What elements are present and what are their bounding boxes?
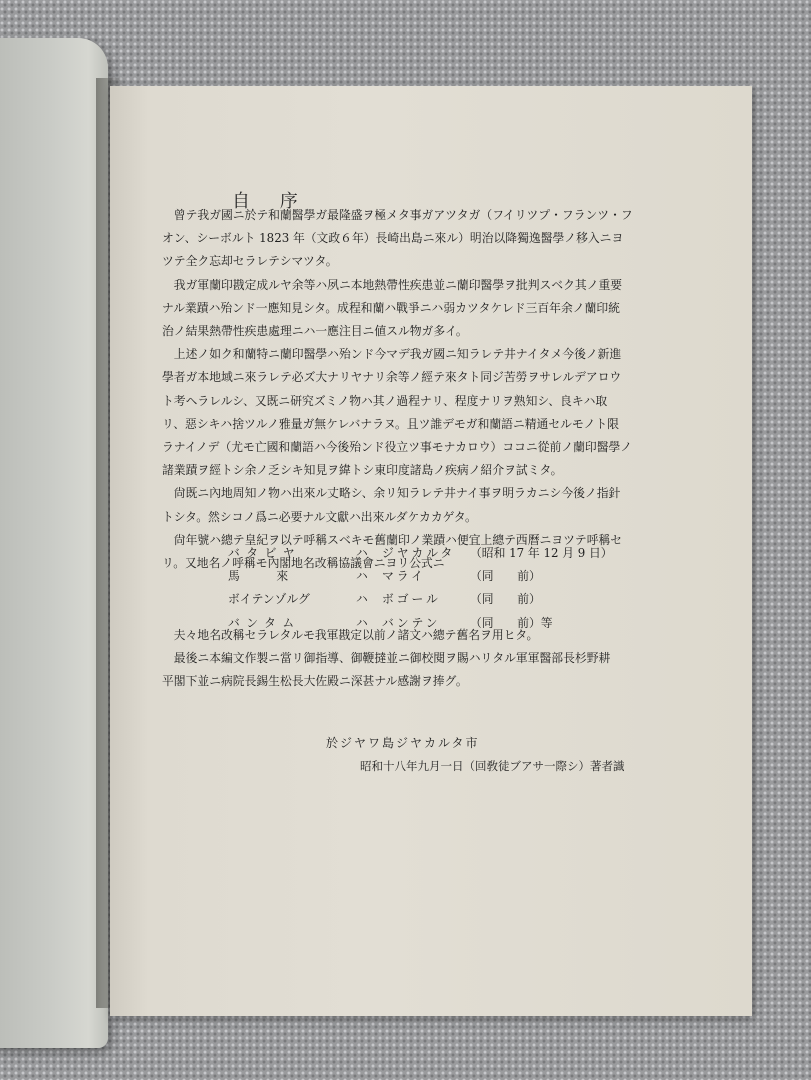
text-line: 平閣下並ニ病院長錫生松長大佐殿ニ深甚ナル感謝ヲ捧グ。 [162,674,468,689]
place-note: （同 前）等 [470,615,553,630]
text-line: 學者ガ本地域ニ來ラレテ必ズ大ナリヤナリ余等ノ經テ來タト同ジ苦勞ヲサレルデアロウ [162,370,622,385]
text-line: 上述ノ如ク和蘭特ニ蘭印醫學ハ殆ンド今マデ我ガ國ニ知ラレテ井ナイタメ今後ノ新進 [162,347,622,362]
particle: ハ [356,569,368,584]
left-book-page [0,38,108,1048]
particle: ハ [356,546,368,560]
text-line: 我ガ軍蘭印戡定成ルヤ余等ハ夙ニ本地熱帶性疾患並ニ蘭印醫學ヲ批判スベク其ノ重要 [162,277,623,292]
new-name: ボゴール [382,592,441,607]
text-line: リ。又地名ノ呼稱モ內閣地名改稱協議會ニヨリ公式ニ [162,556,445,571]
text-line: 治ノ結果熱帶性疾患處理ニハ一應注目ニ値スル物ガ多イ。 [162,324,468,339]
particle: ハ [356,615,368,630]
new-name: マライ [382,569,426,584]
closing-text [162,624,722,694]
place-name-table [228,542,613,635]
text-line: トシタ。然シコノ爲ニ必要ナル文獻ハ出來ルダケカカゲタ。 [162,509,477,524]
text-line: 曾テ我ガ國ニ於テ和蘭醫學ガ最隆盛ヲ極メタ事ガアツタガ（フイリツプ・フランツ・フ [162,208,633,222]
signature-date-author: 昭和十八年九月一日（回敎徒ブアサ一際シ）著者識 [360,759,625,773]
new-name: バンテン [382,615,441,630]
text-line: ラナイノデ（尤モ亡國和蘭語ハ今後殆ンド役立ツ事モナカロウ）ココニ從前ノ蘭印醫學ノ [162,440,633,455]
text-line: 尙既ニ內地周知ノ物ハ出來ル丈略シ、余リ知ラレテ井ナイ事ヲ明ラカニシ今後ノ指針 [162,486,621,501]
old-name: バタビヤ [228,546,302,560]
place-row [228,565,613,588]
text-line: 夫々地名改稱セラレタルモ我軍戡定以前ノ諸文ハ總テ舊名ヲ用ヒタ。 [162,628,539,642]
place-row [228,542,613,565]
signature-place: 於ジヤワ島ジヤカルタ市 [326,736,480,750]
place-note: （同 前） [470,569,541,584]
preface-text [162,204,722,575]
old-name: 馬來 [228,569,325,584]
place-row [228,588,613,611]
new-name: ジヤカルタ [382,546,456,560]
particle: ハ [356,592,368,607]
place-note: （昭和 17 年 12 月 9 日） [470,546,613,560]
text-line: 諸業蹟ヲ經トシ余ノ乏シキ知見ヲ緯トシ東印度諸島ノ疾病ノ紹介ヲ試ミタ。 [162,463,563,478]
page-title: 自 序 [232,191,310,212]
old-name: バンタム [228,615,301,630]
text-line: ツテ全ク忘却セラレテシマツタ。 [162,254,338,269]
text-line: ナル業蹟ハ殆ンド一應知見シタ。成程和蘭ハ戰爭ニハ弱カツタケレド三百年余ノ蘭印統 [162,300,620,315]
place-note: （同 前） [470,592,541,607]
old-name: ボイテンゾルグ [228,592,310,607]
text-line: ト考ヘラレルシ、又既ニ研究ズミノ物ハ其ノ過程ナリ、程度ナリヲ熟知シ、良キハ取 [162,393,608,408]
text-line: 最後ニ本編文作製ニ當リ御指導、御鞭撻並ニ御校閱ヲ賜ハリタル軍軍醫部長杉野耕 [162,651,611,666]
text-line: オン、シーボルト 1823 年（文政６年）長崎出島ニ來ル）明治以降獨逸醫學ノ移入ニヨ [162,231,624,246]
text-line: リ、惡シキハ捨ツルノ雅量ガ無ケレバナラヌ。且ツ誰デモガ和蘭語ニ精通セルモノト限 [162,416,620,431]
text-line: 尙年號ハ總テ皇紀ヲ以テ呼稱スベキモ舊蘭印ノ業蹟ハ便宜上總テ西曆ニヨツテ呼稱セ [162,532,623,547]
